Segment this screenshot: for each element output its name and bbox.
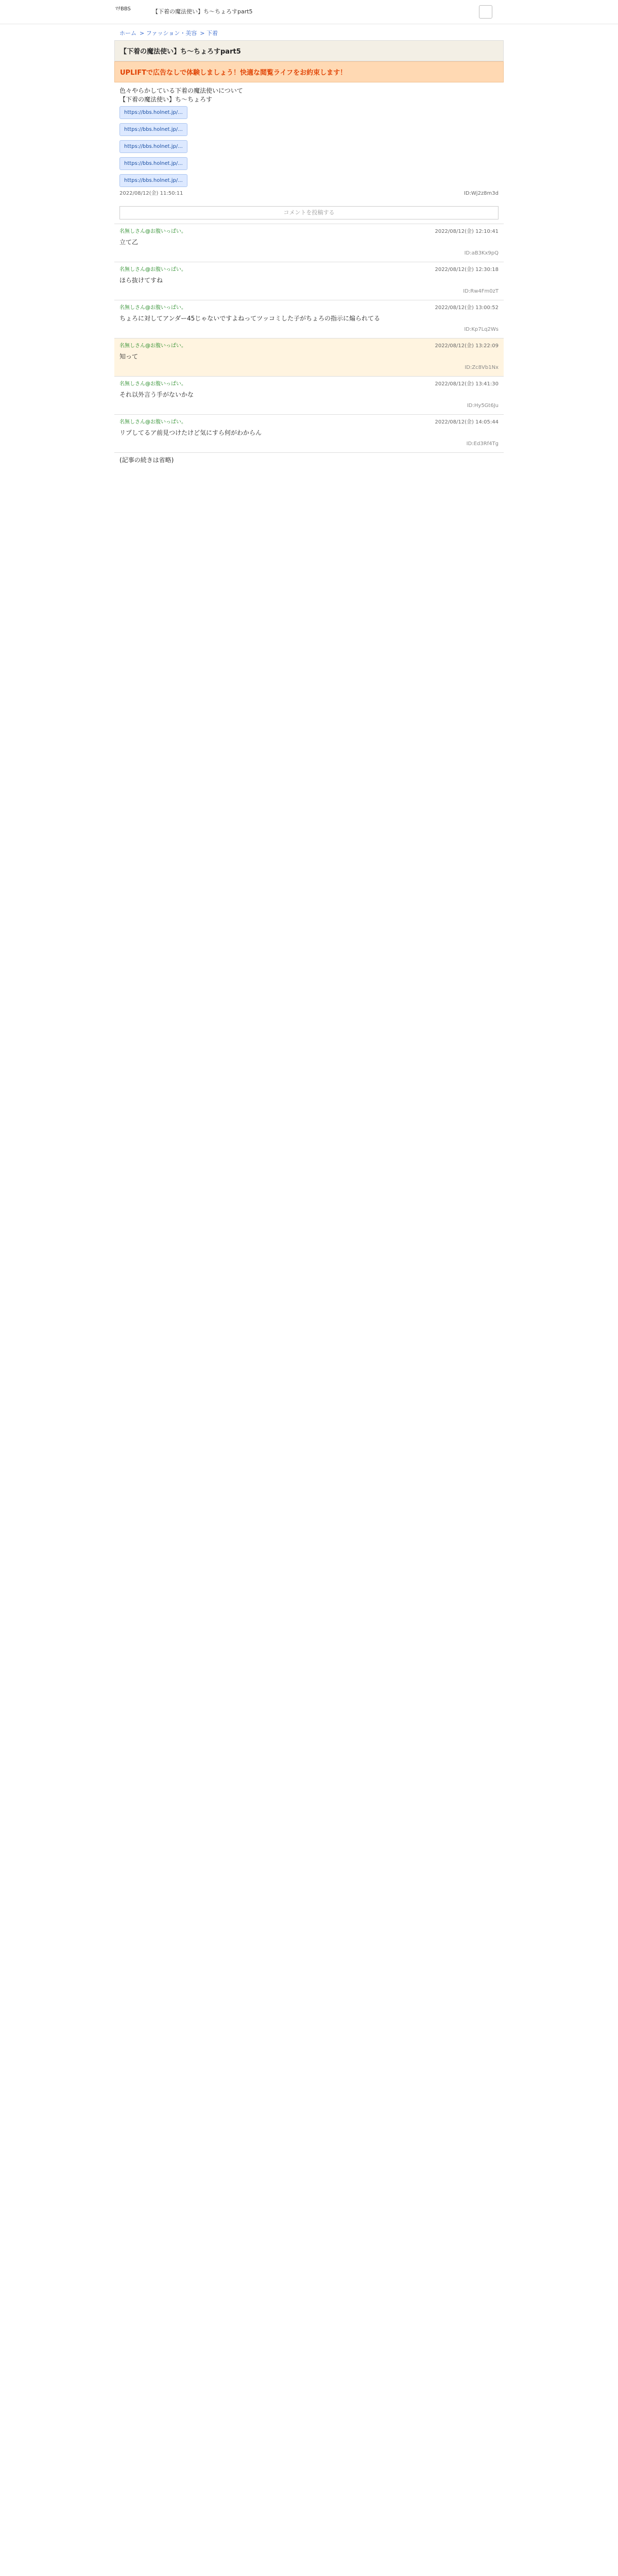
- upgrade-notice[interactable]: UPLIFTで広告なしで体験しましょう！快適な閲覧ライフをお約束します！: [114, 61, 504, 82]
- top-bar: [0, 0, 618, 24]
- post-id: ID:Kp7Lq2Ws: [464, 327, 499, 332]
- op-id: ID:Wj2z8m3d: [464, 191, 499, 196]
- post-name: 名無しさん@お腹いっぱい。: [119, 343, 186, 349]
- op-meta: [119, 189, 499, 198]
- post-date: 2022/08/12(金) 12:30:18: [435, 267, 499, 273]
- breadcrumb-item[interactable]: 下着: [207, 30, 218, 37]
- footer-note: (記事の続きは省略): [114, 452, 504, 469]
- op-link[interactable]: https://bbs.holnet.jp/...: [119, 106, 187, 119]
- post-body: ほら抜けてすね: [119, 277, 163, 284]
- post-body: リプしてるア前見つけたけど気にすら何がわからん: [119, 429, 262, 436]
- post-body: 知って: [119, 353, 139, 360]
- post-id: ID:Hy5Gt6Ju: [467, 403, 499, 409]
- op-link[interactable]: https://bbs.holnet.jp/...: [119, 140, 187, 153]
- post-name: 名無しさん@お腹いっぱい。: [119, 381, 186, 387]
- post-name: 名無しさん@お腹いっぱい。: [119, 267, 186, 273]
- opening-post: [114, 82, 504, 202]
- thread-title: 【下着の魔法使い】ち～ちょろすpart5: [114, 40, 504, 61]
- op-body-line: 【下着の魔法使い】ち～ちょろす: [119, 96, 213, 103]
- post: [114, 262, 504, 300]
- main-content: [114, 24, 504, 469]
- breadcrumb-item[interactable]: ホーム: [119, 30, 136, 37]
- op-date: 2022/08/12(金) 11:50:11: [119, 191, 183, 196]
- post-date: 2022/08/12(金) 12:10:41: [435, 229, 499, 234]
- menu-button[interactable]: [479, 5, 492, 19]
- post-name: 名無しさん@お腹いっぱい。: [119, 419, 186, 425]
- post-name: 名無しさん@お腹いっぱい。: [119, 305, 186, 311]
- post: [114, 414, 504, 452]
- post: [114, 376, 504, 414]
- post-id: ID:Zc8Vb1Nx: [465, 365, 499, 370]
- op-link[interactable]: https://bbs.holnet.jp/...: [119, 157, 187, 170]
- site-title: 【下着の魔法使い】ち～ちょろすpart5: [152, 8, 253, 15]
- post-name: 名無しさん@お腹いっぱい。: [119, 229, 186, 234]
- post-id: ID:Ed3Rf4Tg: [466, 441, 499, 447]
- post-date: 2022/08/12(金) 13:00:52: [435, 305, 499, 311]
- op-link[interactable]: https://bbs.holnet.jp/...: [119, 174, 187, 187]
- op-link[interactable]: https://bbs.holnet.jp/...: [119, 123, 187, 136]
- post: [114, 224, 504, 262]
- post-date: 2022/08/12(金) 13:41:30: [435, 381, 499, 387]
- post-body: それ以外言う手がないかな: [119, 391, 194, 398]
- post-body: ちょろに対してアンダー45じゃないですよねってツッコミした子がちょろの指示に煽られてる: [119, 315, 380, 322]
- post-date: 2022/08/12(金) 13:22:09: [435, 343, 499, 349]
- post: [114, 300, 504, 338]
- breadcrumb-item[interactable]: ファッション・美容: [146, 30, 197, 37]
- site-logo[interactable]: ﾏﾁBBS: [115, 6, 131, 12]
- post-id: ID:aB3Kx9pQ: [464, 250, 499, 256]
- comment-input[interactable]: コメントを投稿する: [119, 206, 499, 219]
- post: [114, 338, 504, 376]
- op-body-line: 色々やらかしている下着の魔法使いについて: [119, 87, 243, 94]
- post-body: 立て乙: [119, 239, 139, 246]
- post-date: 2022/08/12(金) 14:05:44: [435, 419, 499, 425]
- post-id: ID:Rw4Fm0zT: [463, 289, 499, 294]
- breadcrumb: ホーム > ファッション・美容 > 下着: [119, 30, 218, 37]
